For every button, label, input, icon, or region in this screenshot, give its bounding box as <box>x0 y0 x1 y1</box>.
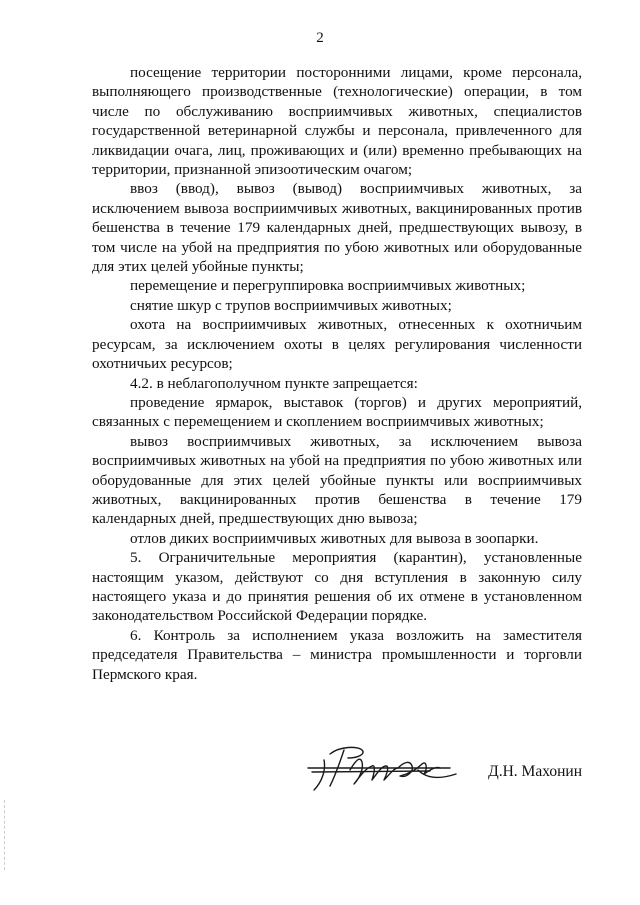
signature-block <box>300 740 590 810</box>
paragraph-import-export: ввоз (ввод), вывоз (вывод) восприимчивых животных, за исключением вывоза восприимчивых животных, вакцинированных против бешенства в течение 179 календарных дней, предшествующих вывозу, в том числе на убой на предприятия по убою животных или оборудованные для этих целей убойные пункты; <box>92 180 582 276</box>
paragraph-restriction-visits: посещение территории посторонними лицами, кроме персонала, выполняющего производственные (технологические) операции, в том числе по обслуживанию восприимчивых животных, специалистов государственной ветеринарной службы и персонала, привлеченного для ликвидации очага, лиц, проживающих и (или) временно пребывающих на территории, признанной эпизоотическим очагом; <box>92 64 582 179</box>
signer-name: Д.Н. Махонин <box>488 763 582 780</box>
page-number: 2 <box>316 30 324 46</box>
paragraph-skinning: снятие шкур с трупов восприимчивых животных; <box>130 296 452 314</box>
paragraph-wild-capture: отлов диких восприимчивых животных для вывоза в зоопарки. <box>130 529 539 547</box>
handwritten-signature <box>300 740 470 800</box>
paragraph-section-5: 5. Ограничительные мероприятия (карантин), установленные настоящим указом, действуют со дня вступления в законную силу настоящего указа и до принятия решения об их отмене в установленном законодательством Российской Федерации порядке. <box>92 549 582 625</box>
paragraph-section-6: 6. Контроль за исполнением указа возложить на заместителя председателя Правительства – министра промышленности и торговли Пермского края. <box>92 626 582 683</box>
paragraph-hunting: охота на восприимчивых животных, отнесенных к охотничьим ресурсам, за исключением охоты в целях регулирования численности охотничьих ресурсов; <box>92 316 582 373</box>
paragraph-export-slaughter: вывоз восприимчивых животных, за исключением вывоза восприимчивых животных на убой на предприятия по убою животных или оборудованные для этих целей убойные пункты или восприимчивых животных, вакцинированных против бешенства в течение 179 календарных дней, предшествующих дню вывоза; <box>92 432 582 528</box>
paragraph-fairs: проведение ярмарок, выставок (торгов) и других мероприятий, связанных с перемещением и скоплением восприимчивых животных; <box>92 393 582 431</box>
margin-scan-mark <box>4 800 6 870</box>
document-body <box>92 63 582 684</box>
paragraph-section-4-2: 4.2. в неблагополучном пункте запрещается: <box>130 374 418 392</box>
paragraph-regrouping: перемещение и перегруппировка восприимчивых животных; <box>130 277 526 295</box>
